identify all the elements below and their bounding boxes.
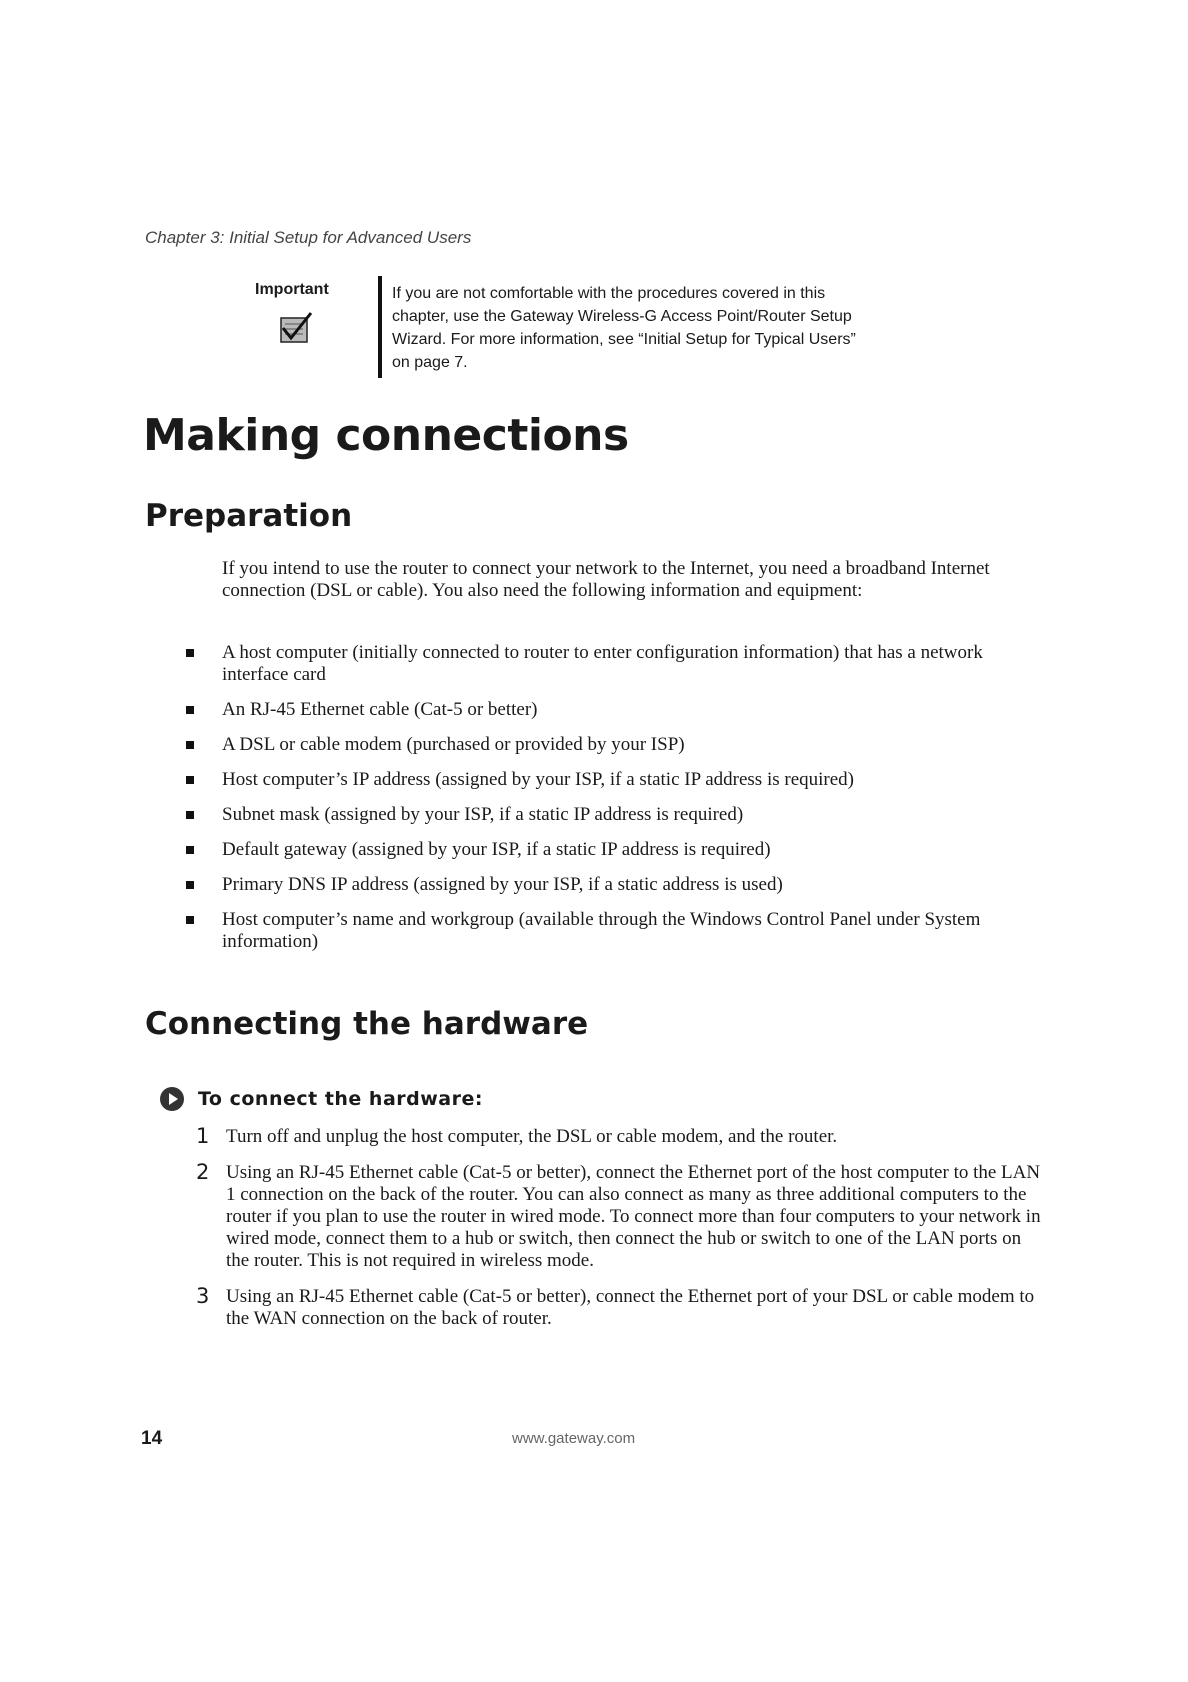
- list-item: A host computer (initially connected to router to enter configuration information) that has a network interface card: [186, 642, 1036, 686]
- checkmark-note-icon: [275, 310, 315, 346]
- list-item: Subnet mask (assigned by your ISP, if a static IP address is required): [186, 804, 1036, 826]
- step-text: Turn off and unplug the host computer, the DSL or cable modem, and the router.: [226, 1126, 838, 1147]
- page-number: 14: [141, 1428, 163, 1449]
- bullet-square-icon: [186, 811, 194, 819]
- list-item: An RJ-45 Ethernet cable (Cat-5 or better): [186, 699, 1036, 721]
- step-item: [196, 1286, 1046, 1330]
- step-item: [196, 1162, 1046, 1272]
- step-item: [196, 1126, 1046, 1148]
- list-item: Host computer’s name and workgroup (available through the Windows Control Panel under System information): [186, 909, 1036, 953]
- page-title: Making connections: [143, 410, 629, 461]
- step-number: 2: [196, 1160, 210, 1184]
- list-item: Default gateway (assigned by your ISP, if a static IP address is required): [186, 839, 1036, 861]
- step-number: 1: [196, 1124, 210, 1148]
- bullet-square-icon: [186, 741, 194, 749]
- list-item: Host computer’s IP address (assigned by your ISP, if a static IP address is required): [186, 769, 1036, 791]
- footer-url[interactable]: www.gateway.com: [512, 1430, 636, 1447]
- chapter-header: Chapter 3: Initial Setup for Advanced Users: [145, 228, 472, 247]
- bullet-square-icon: [186, 706, 194, 714]
- step-text: Using an RJ-45 Ethernet cable (Cat-5 or better), connect the Ethernet port of your DSL or cable modem to the WAN connection on the back of router.: [226, 1286, 1035, 1329]
- equipment-list: [186, 642, 1036, 966]
- bullet-square-icon: [186, 776, 194, 784]
- important-label: Important: [255, 281, 329, 298]
- important-divider: [378, 276, 382, 378]
- procedure-title: To connect the hardware:: [198, 1088, 483, 1110]
- list-item: Primary DNS IP address (assigned by your ISP, if a static address is used): [186, 874, 1036, 896]
- preparation-intro: If you intend to use the router to connect your network to the Internet, you need a broadband Internet connection (DSL or cable). You also need the following information and equipment:: [222, 558, 990, 601]
- hardware-steps: [196, 1126, 1046, 1344]
- bullet-square-icon: [186, 846, 194, 854]
- important-note: If you are not comfortable with the procedures covered in this chapter, use the Gateway Wireless-G Access Point/Router Setup Wizard. For more information, see “Initial Setup for Typical Users” on page 7.: [392, 285, 856, 371]
- procedure-arrow-icon: [160, 1087, 184, 1111]
- hardware-heading: Connecting the hardware: [145, 1006, 589, 1042]
- step-text: Using an RJ-45 Ethernet cable (Cat-5 or better), connect the Ethernet port of the host computer to the LAN 1 connection on the back of the router. You can also connect as many as three additional computers to the router if you plan to use the router in wired mode. To connect more than four computers to your network in wired mode, connect them to a hub or switch, then connect the hub or switch to one of the LAN ports on the router. This is not required in wireless mode.: [226, 1162, 1041, 1271]
- bullet-square-icon: [186, 649, 194, 657]
- step-number: 3: [196, 1284, 210, 1308]
- bullet-square-icon: [186, 881, 194, 889]
- preparation-heading: Preparation: [145, 498, 353, 534]
- list-item: A DSL or cable modem (purchased or provided by your ISP): [186, 734, 1036, 756]
- bullet-square-icon: [186, 916, 194, 924]
- procedure-header: [160, 1087, 483, 1111]
